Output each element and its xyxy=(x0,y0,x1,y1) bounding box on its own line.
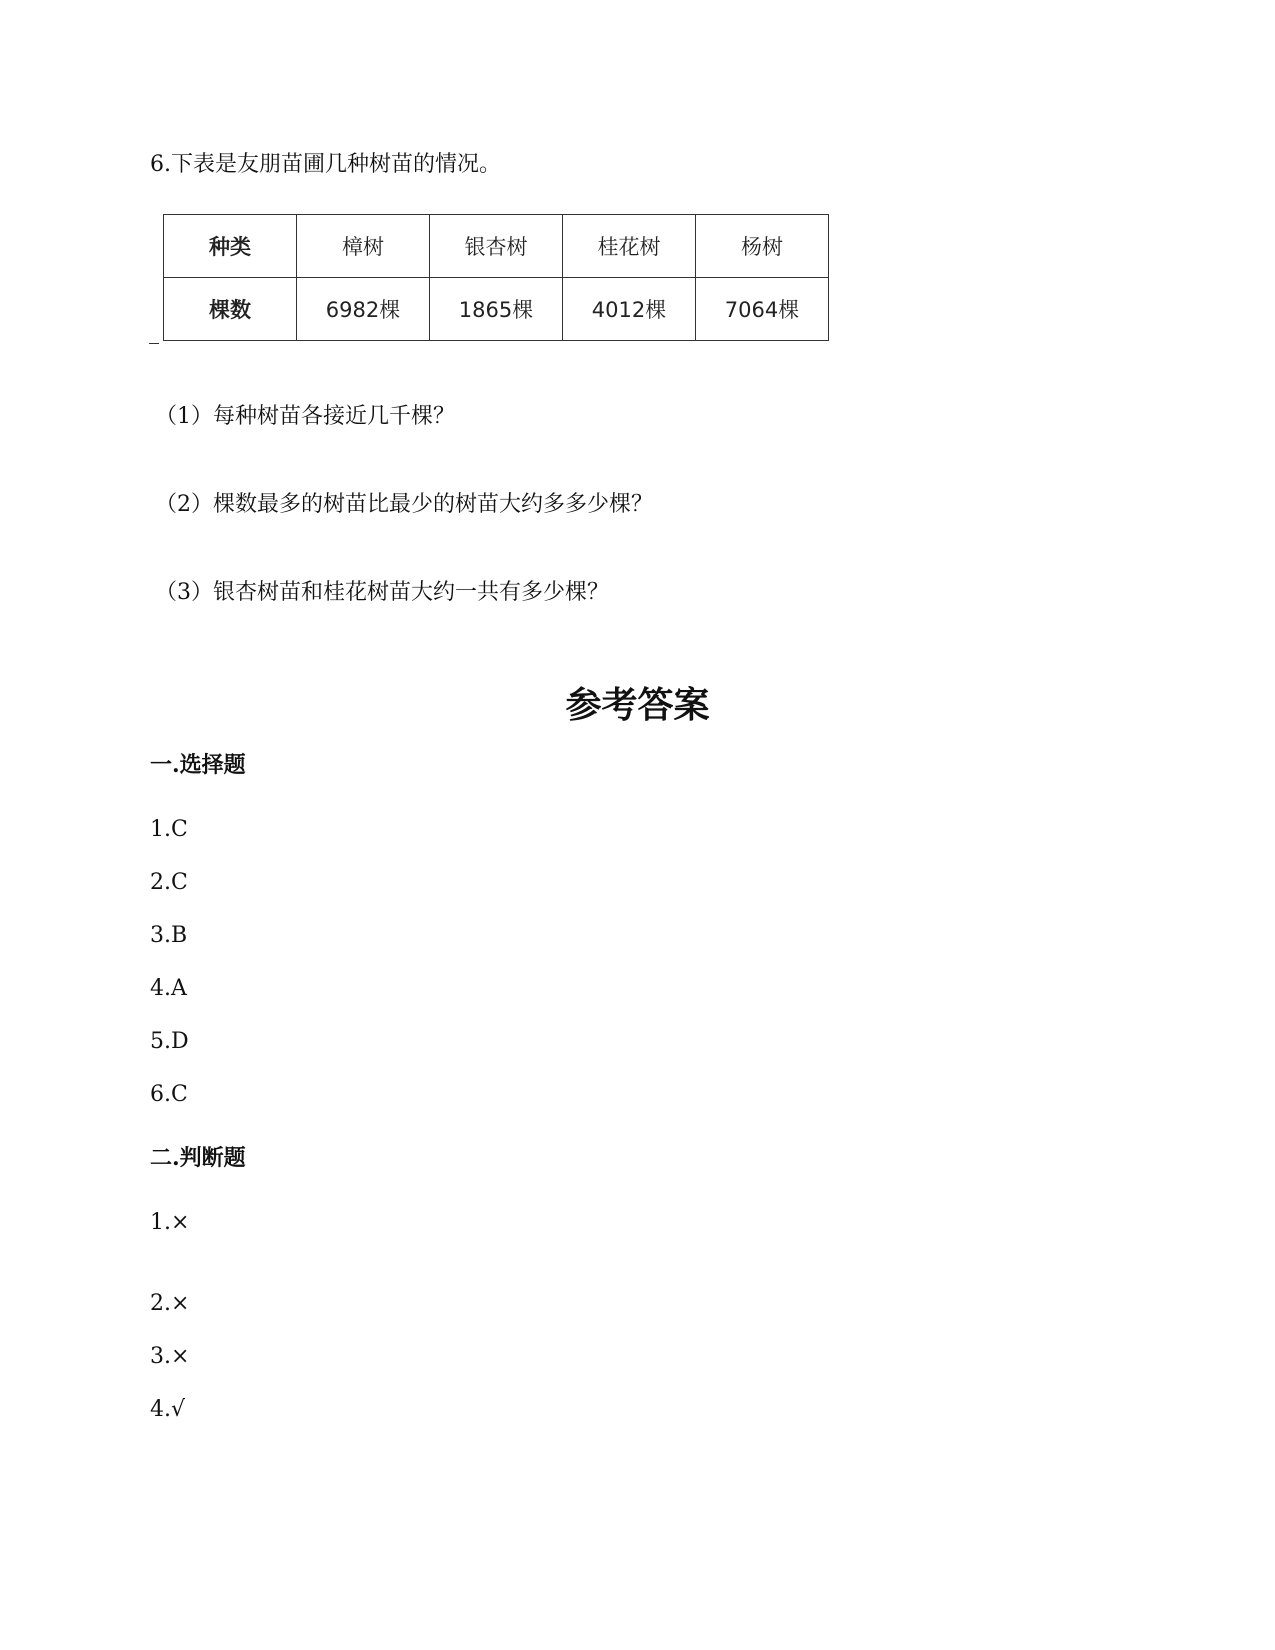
seedling-table xyxy=(163,214,829,341)
sub-question-3: （3）银杏树苗和桂花树苗大约一共有多少棵？ xyxy=(155,580,609,605)
answer-item: 4.A xyxy=(150,976,187,1001)
table-cell: 樟树 xyxy=(297,215,430,278)
table-cell: 银杏树 xyxy=(430,215,563,278)
table-cell: 6982棵 xyxy=(297,278,430,341)
section-heading-choice: 一.选择题 xyxy=(150,752,246,778)
answer-item: 2.× xyxy=(150,1291,190,1316)
table-cell: 7064棵 xyxy=(696,278,829,341)
answer-item: 1.× xyxy=(150,1210,190,1235)
answer-item: 6.C xyxy=(150,1082,188,1107)
table-cell: 4012棵 xyxy=(563,278,696,341)
table-row-header xyxy=(164,215,829,278)
question-title: 6.下表是友朋苗圃几种树苗的情况。 xyxy=(150,152,501,177)
answer-item: 3.× xyxy=(150,1344,190,1369)
answer-key-title: 参考答案 xyxy=(565,684,710,726)
table-cell: 杨树 xyxy=(696,215,829,278)
table-row-counts xyxy=(164,278,829,341)
divider-mark xyxy=(149,343,159,344)
table-cell-label: 种类 xyxy=(164,215,297,278)
answer-item: 2.C xyxy=(150,870,188,895)
table-cell: 桂花树 xyxy=(563,215,696,278)
answer-item: 5.D xyxy=(150,1029,189,1054)
table-cell: 1865棵 xyxy=(430,278,563,341)
answer-item: 1.C xyxy=(150,817,188,842)
section-heading-judgement: 二.判断题 xyxy=(150,1145,246,1171)
answer-item: 3.B xyxy=(150,923,188,948)
sub-question-2: （2）棵数最多的树苗比最少的树苗大约多多少棵？ xyxy=(155,492,653,517)
sub-question-1: （1）每种树苗各接近几千棵？ xyxy=(155,404,455,429)
answer-item: 4.√ xyxy=(150,1397,186,1422)
table-cell-label: 棵数 xyxy=(164,278,297,341)
